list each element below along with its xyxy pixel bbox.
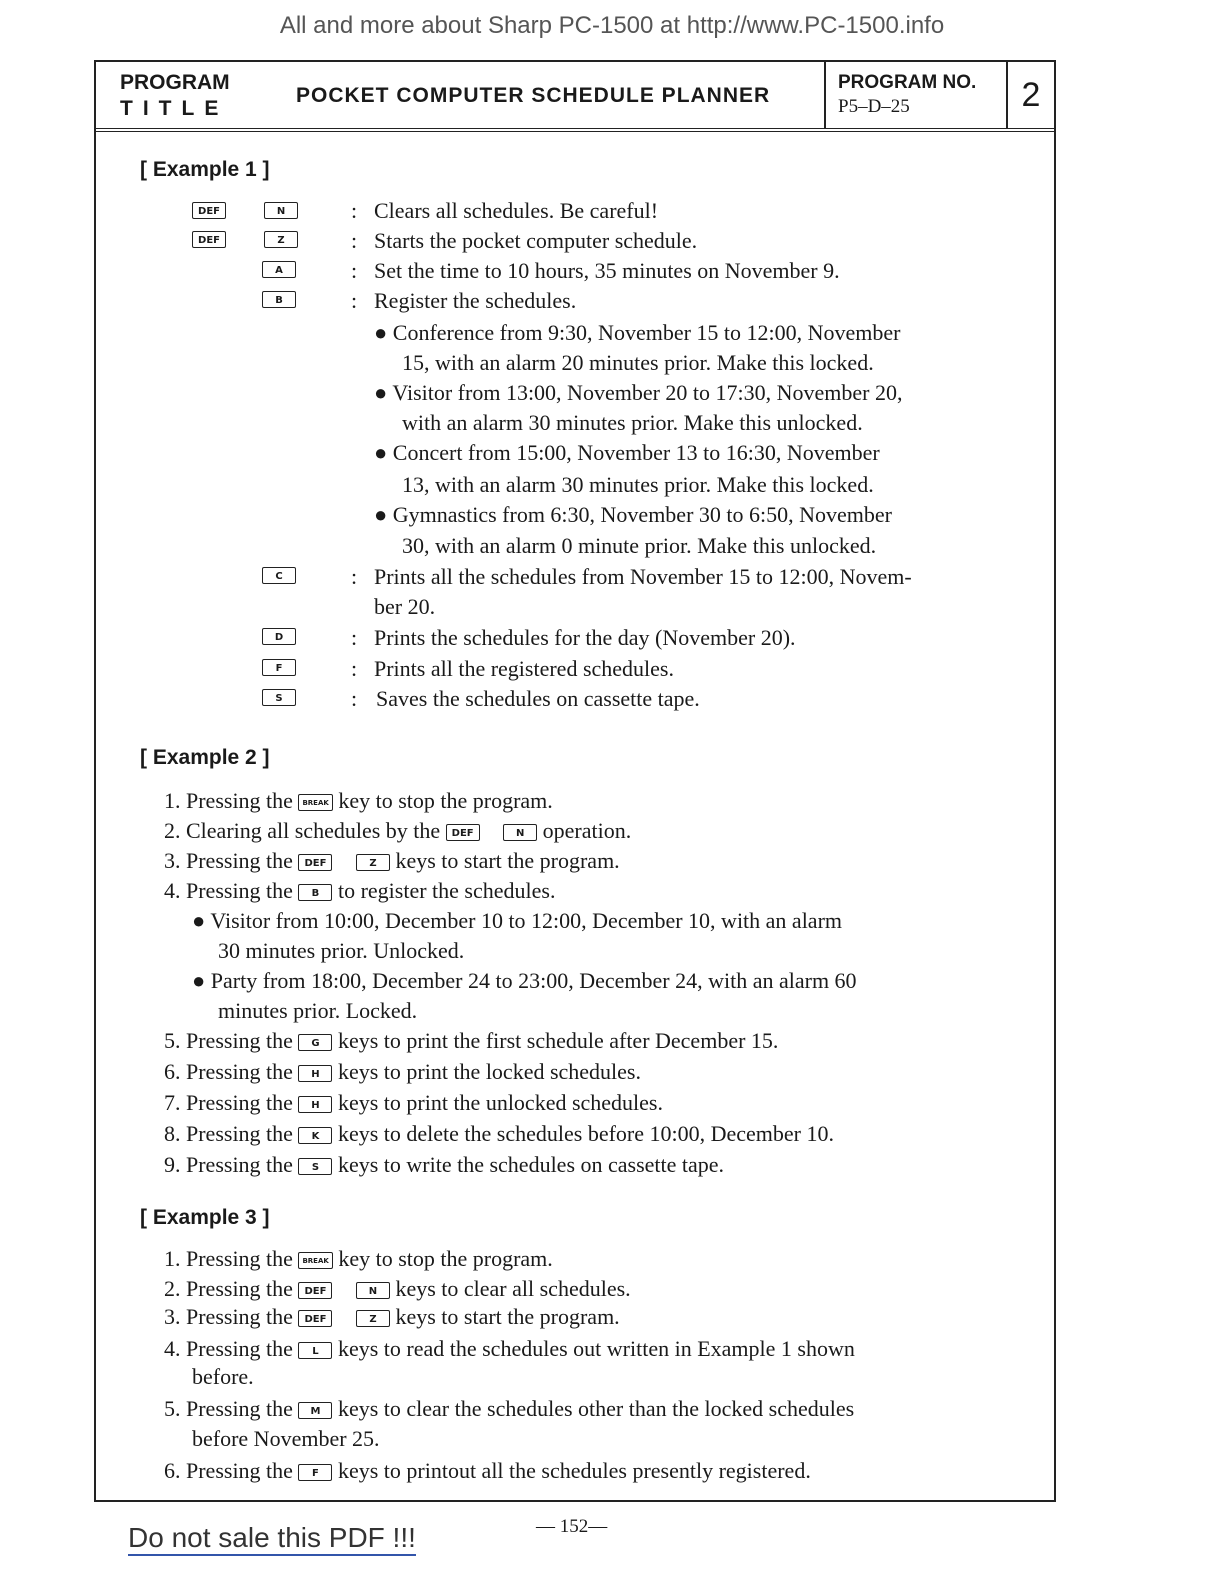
- item-text: Pressing the: [186, 1396, 293, 1421]
- h-key: H: [298, 1096, 332, 1113]
- m-key: M: [298, 1402, 332, 1419]
- example-3-heading: [ Example 3 ]: [140, 1206, 270, 1229]
- ex1-bullet: ● Concert from 15:00, November 13 to 16:30, November: [374, 440, 880, 465]
- f-key: F: [262, 659, 296, 676]
- ex3-item: [164, 1276, 631, 1302]
- item-text: keys to write the schedules on cassette tape.: [337, 1152, 725, 1177]
- def-key: DEF: [298, 1282, 332, 1299]
- item-number: 4.: [164, 1336, 181, 1361]
- item-text: Pressing the: [186, 878, 293, 903]
- ex1-line: Starts the pocket computer schedule.: [374, 228, 698, 253]
- break-key: BREAK: [298, 1252, 332, 1269]
- ex1-line: Clears all schedules. Be careful!: [374, 198, 659, 223]
- item-number: 5.: [164, 1396, 181, 1421]
- site-banner: All and more about Sharp PC-1500 at http://www.PC-1500.info: [279, 12, 945, 39]
- program-title: POCKET COMPUTER SCHEDULE PLANNER: [296, 84, 771, 107]
- break-key: BREAK: [298, 794, 332, 811]
- item-number: 3.: [164, 848, 181, 873]
- example-1-heading: [ Example 1 ]: [140, 158, 270, 181]
- item-text: keys to read the schedules out written in Example 1 shown: [337, 1336, 855, 1361]
- ex1-line: Register the schedules.: [374, 288, 577, 313]
- item-number: 8.: [164, 1121, 181, 1146]
- z-key: Z: [356, 1310, 390, 1327]
- ex2-item: [164, 1028, 778, 1054]
- item-number: 5.: [164, 1028, 181, 1053]
- example-2-heading: [ Example 2 ]: [140, 746, 270, 769]
- ex2-item: [164, 818, 631, 844]
- g-key: G: [298, 1034, 332, 1051]
- ex1-bullet-cont: 15, with an alarm 20 minutes prior. Make this locked.: [402, 350, 874, 375]
- program-page-number: 2: [1021, 76, 1041, 114]
- ex1-bullet: ● Conference from 9:30, November 15 to 12:00, November: [374, 320, 901, 345]
- b-key: B: [298, 884, 332, 901]
- colon: :: [351, 656, 358, 681]
- z-key: Z: [356, 854, 390, 871]
- item-text: keys to printout all the schedules presently registered.: [337, 1458, 811, 1483]
- b-key: B: [262, 291, 296, 308]
- item-number: 1.: [164, 1246, 181, 1271]
- ex2-bullet: ● Visitor from 10:00, December 10 to 12:00, December 10, with an alarm: [192, 908, 843, 933]
- ex3-item-cont: before November 25.: [192, 1426, 380, 1451]
- ex1-bullet: ● Visitor from 13:00, November 20 to 17:30, November 20,: [374, 380, 903, 405]
- ex2-item: [164, 1059, 641, 1085]
- item-text: operation.: [542, 818, 632, 843]
- ex2-item: [164, 1152, 724, 1178]
- ex2-item: [164, 1121, 834, 1147]
- item-text: Pressing the: [186, 1304, 293, 1329]
- ex3-item: [164, 1396, 854, 1422]
- item-text: Pressing the: [186, 1276, 293, 1301]
- item-number: 7.: [164, 1090, 181, 1115]
- colon: :: [351, 288, 358, 313]
- item-text: keys to delete the schedules before 10:00, December 10.: [337, 1121, 834, 1146]
- colon: :: [351, 228, 358, 253]
- item-text: Pressing the: [186, 1458, 293, 1483]
- ex2-item: [164, 1090, 663, 1116]
- def-key: DEF: [446, 824, 480, 841]
- document-frame: [94, 60, 1056, 1502]
- ex2-item: [164, 788, 553, 814]
- item-text: key to stop the program.: [338, 788, 553, 813]
- n-key: N: [503, 824, 537, 841]
- c-key: C: [262, 567, 296, 584]
- label-line-1: PROGRAM: [120, 71, 230, 94]
- item-text: Pressing the: [186, 1336, 293, 1361]
- item-text: Pressing the: [186, 1090, 293, 1115]
- colon: :: [351, 258, 358, 283]
- k-key: K: [298, 1127, 332, 1144]
- item-text: keys to print the locked schedules.: [337, 1059, 641, 1084]
- item-text: to register the schedules.: [337, 878, 556, 903]
- f-key: F: [298, 1464, 332, 1481]
- item-text: key to stop the program.: [338, 1246, 553, 1271]
- colon: :: [351, 686, 358, 711]
- def-key: DEF: [298, 1310, 332, 1327]
- ex3-item: [164, 1304, 620, 1330]
- ex1-bullet-cont: with an alarm 30 minutes prior. Make this unlocked.: [402, 410, 863, 435]
- z-key: Z: [264, 231, 298, 248]
- colon: :: [351, 198, 358, 223]
- ex1-bullet-cont: 13, with an alarm 30 minutes prior. Make this locked.: [402, 472, 874, 497]
- ex2-item: [164, 878, 555, 904]
- item-text: keys to clear the schedules other than the locked schedules: [337, 1396, 855, 1421]
- ex2-bullet: ● Party from 18:00, December 24 to 23:00, December 24, with an alarm 60: [192, 968, 857, 993]
- item-text: keys to clear all schedules.: [395, 1276, 631, 1301]
- item-number: 6.: [164, 1458, 181, 1483]
- ex3-item: [164, 1246, 553, 1272]
- colon: :: [351, 625, 358, 650]
- ex1-line-cont: ber 20.: [374, 594, 436, 619]
- d-key: D: [262, 628, 296, 645]
- item-text: Pressing the: [186, 848, 293, 873]
- ex2-bullet-cont: 30 minutes prior. Unlocked.: [218, 938, 465, 963]
- h-key: H: [298, 1065, 332, 1082]
- n-key: N: [264, 202, 298, 219]
- item-text: Pressing the: [186, 1246, 293, 1271]
- page-number: — 152—: [536, 1516, 608, 1537]
- program-number-label: PROGRAM NO.: [838, 72, 977, 93]
- s-key: S: [298, 1158, 332, 1175]
- program-header: [96, 62, 1054, 132]
- def-key: DEF: [192, 231, 226, 248]
- item-text: keys to print the unlocked schedules.: [337, 1090, 663, 1115]
- ex2-bullet-cont: minutes prior. Locked.: [218, 998, 418, 1023]
- item-number: 6.: [164, 1059, 181, 1084]
- ex3-item: [164, 1336, 855, 1362]
- def-key: DEF: [192, 202, 226, 219]
- item-text: keys to print the first schedule after December 15.: [337, 1028, 779, 1053]
- def-key: DEF: [298, 854, 332, 871]
- item-text: Pressing the: [186, 788, 293, 813]
- ex1-line: Prints the schedules for the day (November 20).: [374, 625, 796, 650]
- n-key: N: [356, 1282, 390, 1299]
- ex1-line: Prints all the schedules from November 15 to 12:00, Novem-: [374, 564, 912, 589]
- item-number: 1.: [164, 788, 181, 813]
- item-number: 3.: [164, 1304, 181, 1329]
- item-text: Pressing the: [186, 1121, 293, 1146]
- item-text: keys to start the program.: [395, 1304, 620, 1329]
- label-line-2: TITLE: [120, 97, 229, 120]
- ex1-line: Set the time to 10 hours, 35 minutes on November 9.: [374, 258, 840, 283]
- item-text: Clearing all schedules by the: [186, 818, 441, 843]
- item-number: 2.: [164, 818, 181, 843]
- ex1-bullet: ● Gymnastics from 6:30, November 30 to 6:50, November: [374, 502, 892, 527]
- program-number-box: [824, 62, 1008, 128]
- program-title-label: [120, 70, 230, 122]
- item-text: Pressing the: [186, 1152, 293, 1177]
- item-number: 2.: [164, 1276, 181, 1301]
- item-number: 4.: [164, 878, 181, 903]
- s-key: S: [262, 689, 296, 706]
- ex3-item-cont: before.: [192, 1364, 254, 1389]
- ex1-line: Saves the schedules on cassette tape.: [376, 686, 700, 711]
- item-text: Pressing the: [186, 1028, 293, 1053]
- colon: :: [351, 564, 358, 589]
- item-text: Pressing the: [186, 1059, 293, 1084]
- ex3-item: [164, 1458, 811, 1484]
- item-number: 9.: [164, 1152, 181, 1177]
- l-key: L: [298, 1342, 332, 1359]
- ex2-item: [164, 848, 620, 874]
- ex1-bullet-cont: 30, with an alarm 0 minute prior. Make this unlocked.: [402, 533, 877, 558]
- item-text: keys to start the program.: [395, 848, 620, 873]
- a-key: A: [262, 261, 296, 278]
- program-number: P5–D–25: [838, 96, 910, 117]
- footer-notice: Do not sale this PDF !!!: [128, 1522, 416, 1556]
- ex1-line: Prints all the registered schedules.: [374, 656, 674, 681]
